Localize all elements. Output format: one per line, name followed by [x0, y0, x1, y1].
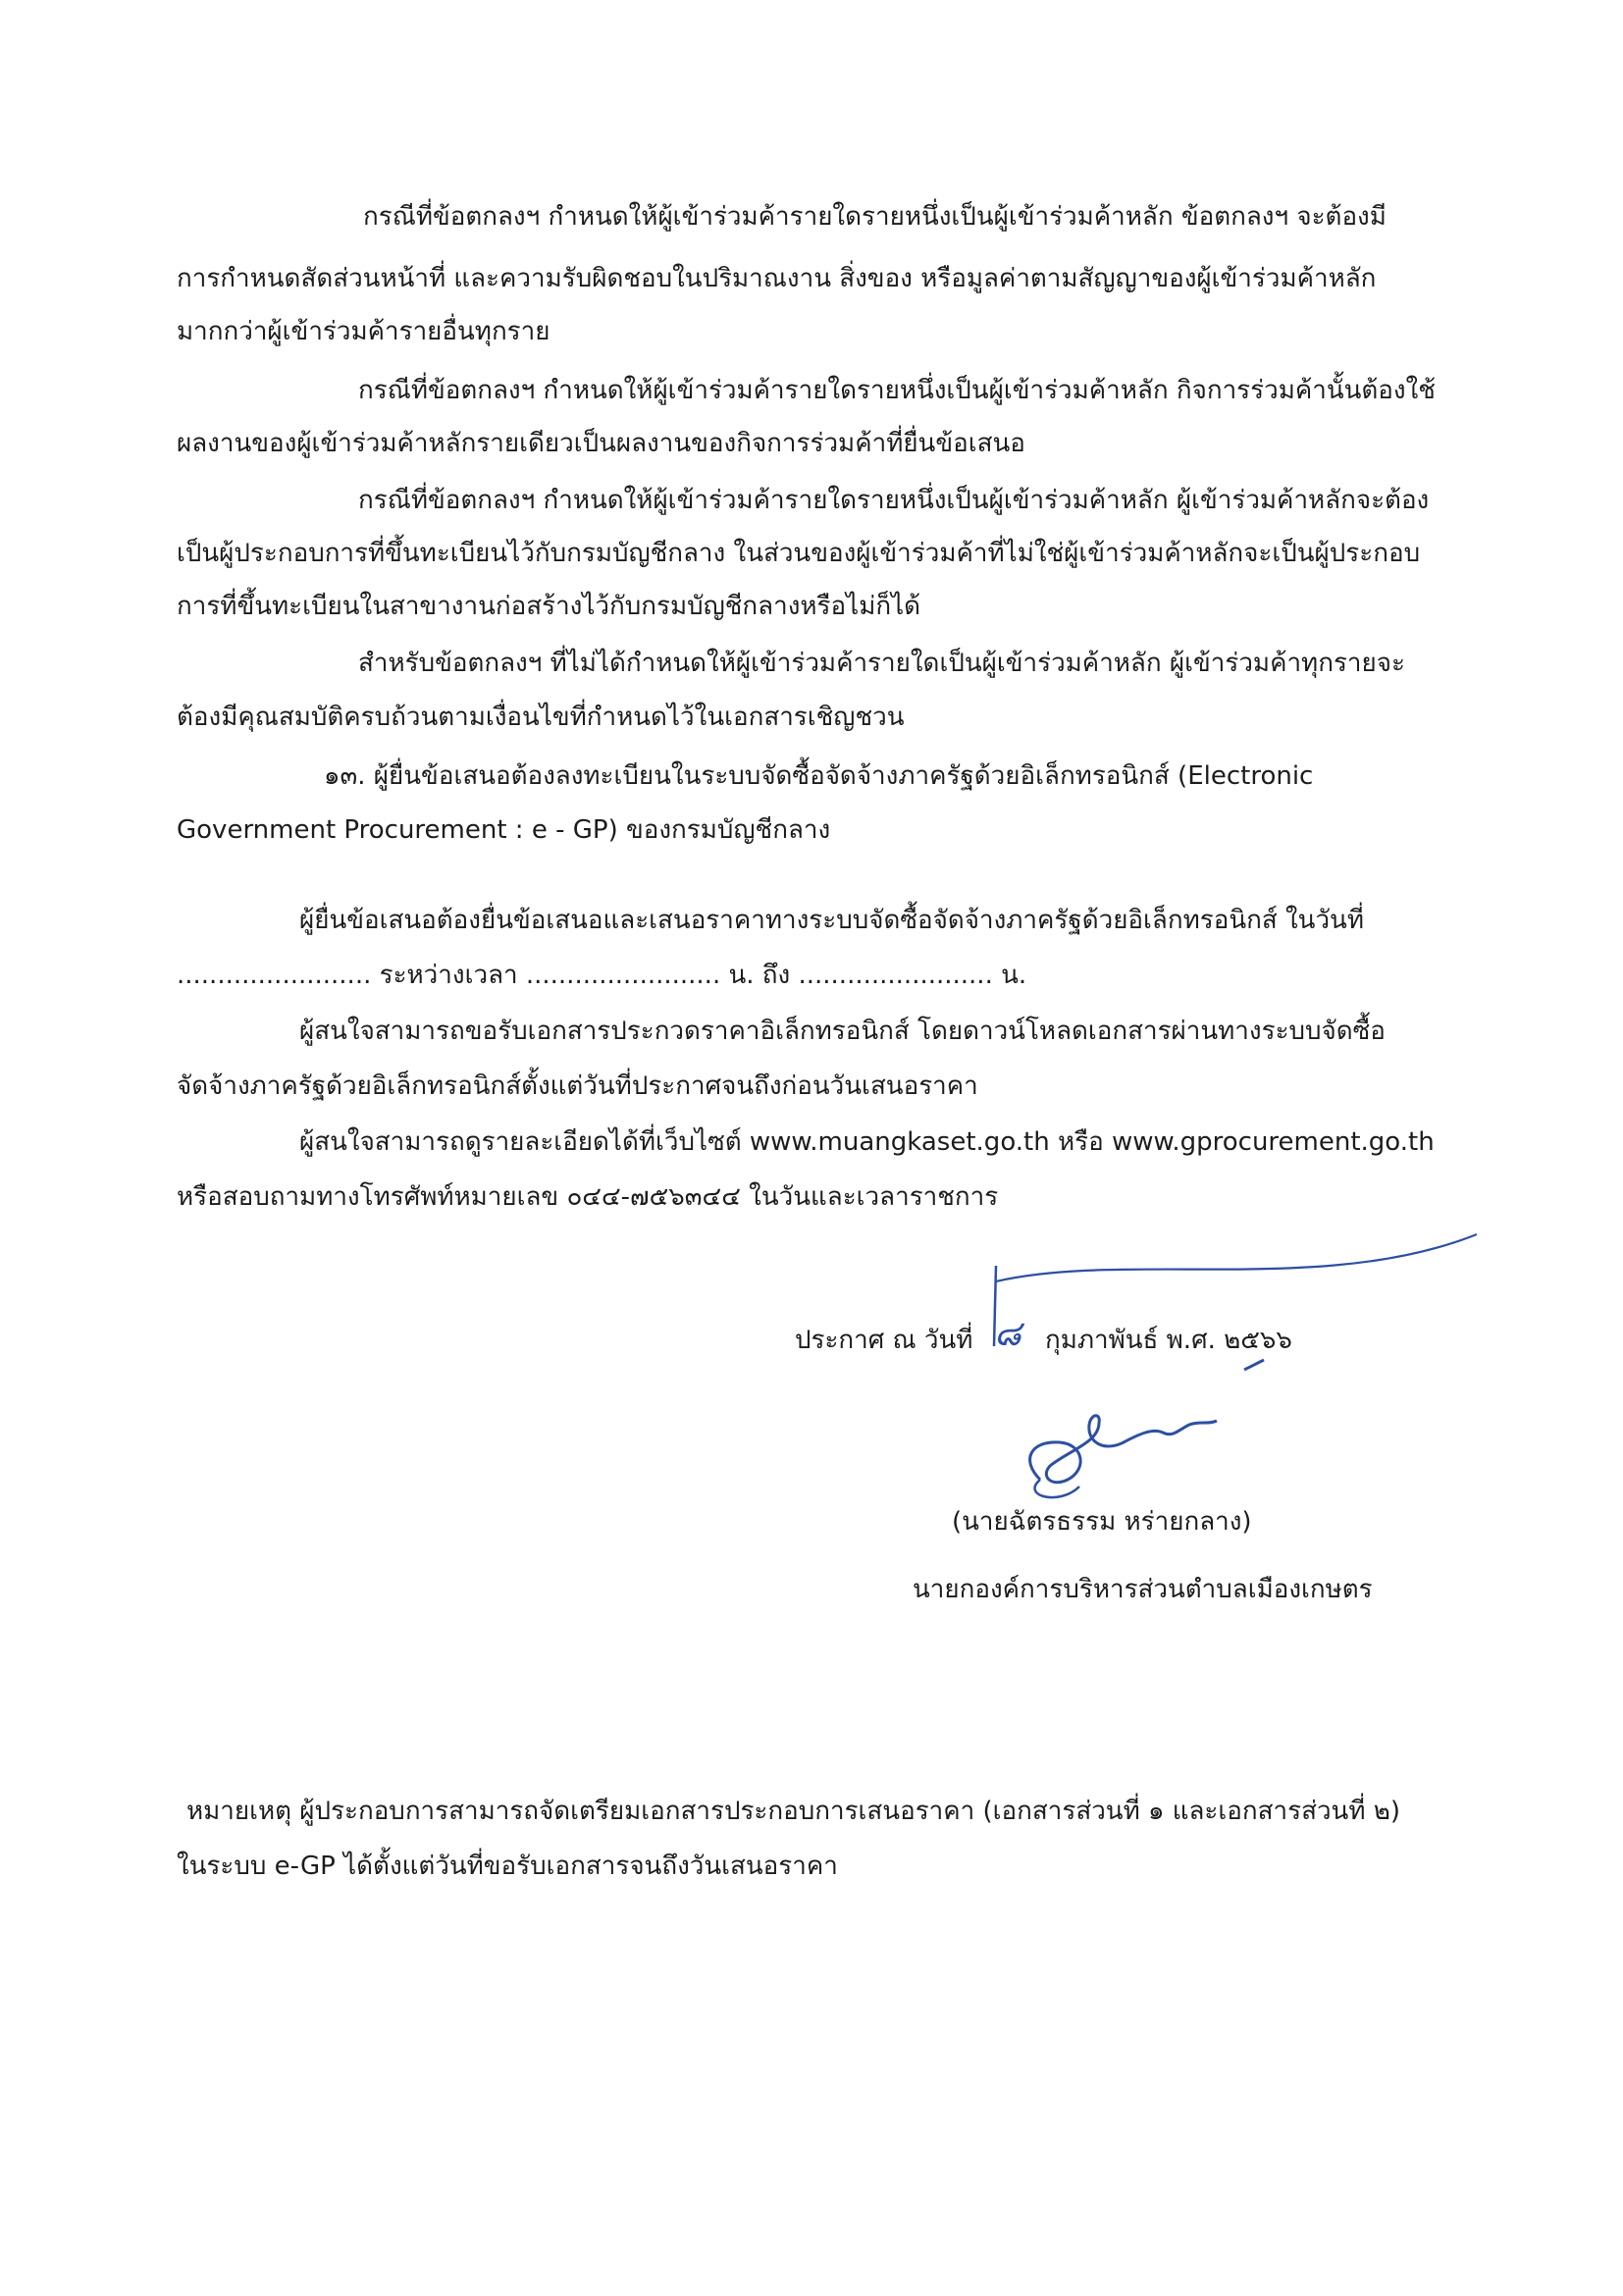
clause2-line2: ผลงานของผู้เข้าร่วมค้าหลักรายเดียวเป็นผลงานของกิจการร่วมค้าที่ยื่นข้อเสนอ [177, 429, 1025, 458]
clause3-line3: การที่ขึ้นทะเบียนในสาขางานก่อสร้างไว้กับกรมบัญชีกลางหรือไม่ก็ได้ [177, 592, 921, 621]
item13-line1: ๑๓. ผู้ยื่นข้อเสนอต้องลงทะเบียนในระบบจัดซื้อจัดจ้างภาครัฐด้วยอิเล็กทรอนิกส์ (Electronic [324, 761, 1314, 791]
note-line2: ในระบบ e-GP ได้ตั้งแต่วันที่ขอรับเอกสารจนถึงวันเสนอราคา [177, 1852, 838, 1881]
clause3-line1: กรณีที่ข้อตกลงฯ กำหนดให้ผู้เข้าร่วมค้ารายใดรายหนึ่งเป็นผู้เข้าร่วมค้าหลัก ผู้เข้าร่วมค้าหลักจะต้อง [358, 486, 1430, 515]
contact-line2: หรือสอบถามทางโทรศัพท์หมายเลข ๐๔๔-๗๕๖๓๔๔ ในวันและเวลาราชการ [177, 1182, 999, 1212]
signatory-name: (นายฉัตรธรรม หร่ายกลาง) [952, 1507, 1252, 1537]
note-line1: หมายเหตุ ผู้ประกอบการสามารถจัดเตรียมเอกสารประกอบการเสนอราคา (เอกสารส่วนที่ ๑ และเอกสารส่วนที่ ๒) [186, 1797, 1401, 1826]
contact-line1: ผู้สนใจสามารถดูรายละเอียดได้ที่เว็บไซต์ www.muangkaset.go.th หรือ www.gprocurement.go.th [299, 1127, 1435, 1157]
clause4-line2: ต้องมีคุณสมบัติครบถ้วนตามเงื่อนไขที่กำหนดไว้ในเอกสารเชิญชวน [177, 703, 905, 732]
clause3-line2: เป็นผู้ประกอบการที่ขึ้นทะเบียนไว้กับกรมบัญชีกลาง ในส่วนของผู้เข้าร่วมค้าที่ไม่ใช่ผู้เข้าร่วมค้าหลักจะเป็นผู้ประกอบ [177, 539, 1421, 568]
announcement-prefix: ประกาศ ณ วันที่ [795, 1326, 973, 1355]
clause1-line3: มากกว่าผู้เข้าร่วมค้ารายอื่นทุกราย [177, 317, 550, 346]
clause2-line1: กรณีที่ข้อตกลงฯ กำหนดให้ผู้เข้าร่วมค้ารายใดรายหนึ่งเป็นผู้เข้าร่วมค้าหลัก กิจการร่วมค้านั้นต้องใช้ [358, 376, 1436, 405]
download-line2: จัดจ้างภาครัฐด้วยอิเล็กทรอนิกส์ตั้งแต่วันที่ประกาศจนถึงก่อนวันเสนอราคา [177, 1071, 978, 1101]
submission-line1: ผู้ยื่นข้อเสนอต้องยื่นข้อเสนอและเสนอราคาทางระบบจัดซื้อจัดจ้างภาครัฐด้วยอิเล็กทรอนิกส์ ในวันที่ [299, 906, 1364, 935]
announcement-month-year: กุมภาพันธ์ พ.ศ. ๒๕๖๖ [1045, 1326, 1292, 1355]
item13-line2: Government Procurement : e - GP) ของกรมบัญชีกลาง [177, 815, 831, 845]
signatory-position: นายกองค์การบริหารส่วนตำบลเมืองเกษตร [913, 1575, 1373, 1604]
handwritten-day: ๘ [994, 1314, 1021, 1354]
clause1-line1: กรณีที่ข้อตกลงฯ กำหนดให้ผู้เข้าร่วมค้ารายใดรายหนึ่งเป็นผู้เข้าร่วมค้าหลัก ข้อตกลงฯ จะต้องมี [363, 202, 1387, 232]
clause1-line2: การกำหนดสัดส่วนหน้าที่ และความรับผิดชอบในปริมาณงาน สิ่งของ หรือมูลค่าตามสัญญาของผู้เข้าร่วมค้าหลัก [177, 264, 1377, 293]
clause4-line1: สำหรับข้อตกลงฯ ที่ไม่ได้กำหนดให้ผู้เข้าร่วมค้ารายใดเป็นผู้เข้าร่วมค้าหลัก ผู้เข้าร่วมค้าทุกรายจะ [358, 649, 1405, 678]
download-line1: ผู้สนใจสามารถขอรับเอกสารประกวดราคาอิเล็กทรอนิกส์ โดยดาวน์โหลดเอกสารผ่านทางระบบจัดซื้อ [299, 1017, 1386, 1046]
submission-line2: ........................ ระหว่างเวลา ........................ น. ถึง ........................ น. [177, 961, 1027, 990]
